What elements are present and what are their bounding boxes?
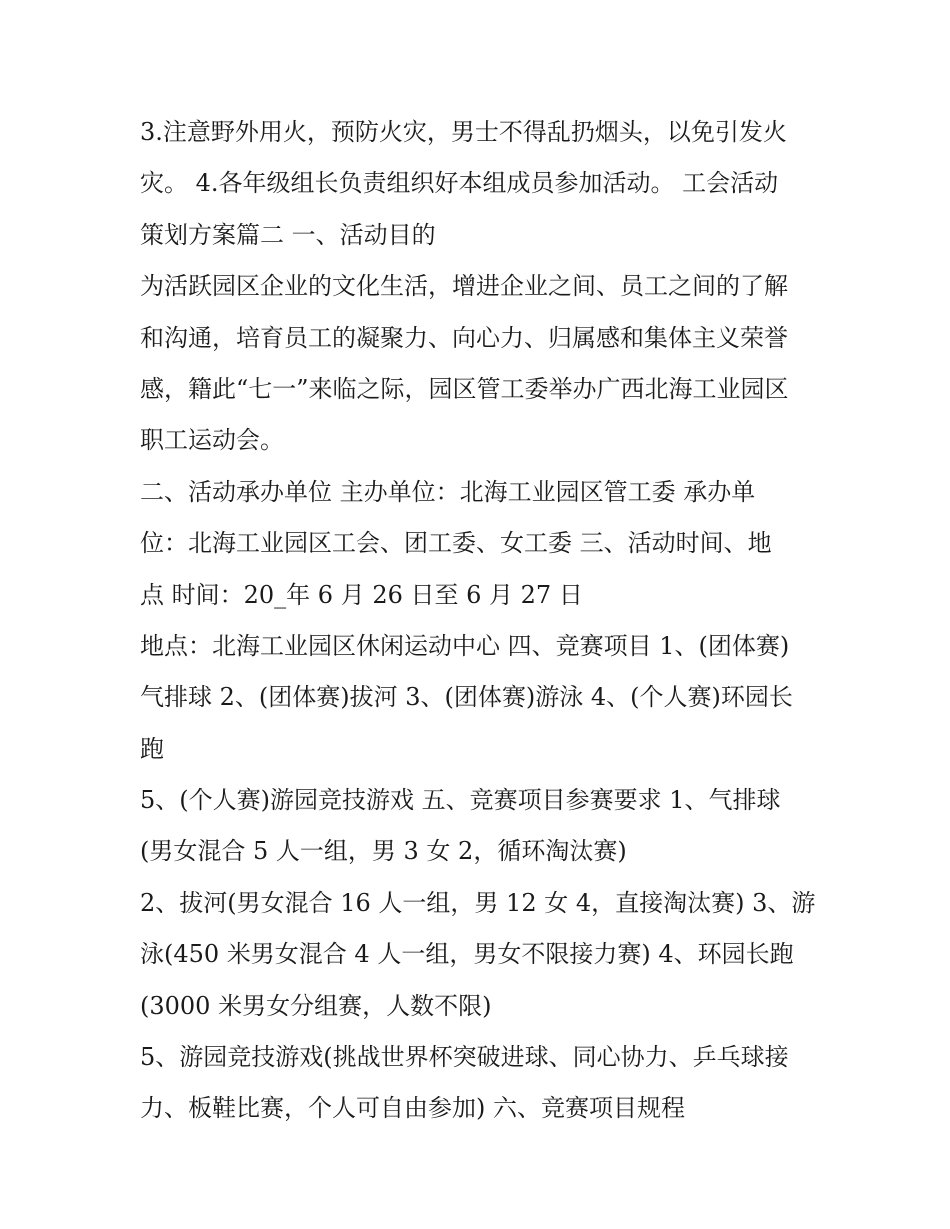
text-line: 地点：北海工业园区休闲运动中心 四、竞赛项目 1、(团体赛) <box>140 631 790 660</box>
text-line: 气排球 2、(团体赛)拔河 3、(团体赛)游泳 4、(个人赛)环园长 <box>140 683 793 712</box>
document-body <box>140 107 830 1135</box>
text-line: 二、活动承办单位 主办单位：北海工业园区管工委 承办单 <box>140 477 756 506</box>
text-line: 为活跃园区企业的文化生活，增进企业之间、员工之间的了解 <box>140 272 788 301</box>
text-line: 和沟通，培育员工的凝聚力、向心力、归属感和集体主义荣誉 <box>140 323 788 352</box>
text-line: 5、(个人赛)游园竞技游戏 五、竞赛项目参赛要求 1、气排球 <box>140 786 781 815</box>
text-line: 泳(450 米男女混合 4 人一组，男女不限接力赛) 4、环园长跑 <box>140 940 794 969</box>
text-line: 策划方案篇二 一、活动目的 <box>140 220 436 249</box>
text-line: 位：北海工业园区工会、团工委、女工委 三、活动时间、地 <box>140 529 772 558</box>
text-line: 职工运动会。 <box>140 426 284 455</box>
text-line: (男女混合 5 人一组，男 3 女 2，循环淘汰赛) <box>140 837 627 866</box>
text-line: 灾。 4.各年级组长负责组织好本组成员参加活动。 工会活动 <box>140 169 779 198</box>
text-line: (3000 米男女分组赛，人数不限) <box>140 991 492 1020</box>
text-line: 点 时间：20_年 6 月 26 日至 6 月 27 日 <box>140 580 583 609</box>
text-line: 3.注意野外用火，预防火灾，男士不得乱扔烟头，以免引发火 <box>140 118 787 146</box>
text-line: 感，籍此“七一”来临之际，园区管工委举办广西北海工业园区 <box>140 374 789 403</box>
text-line: 力、板鞋比赛，个人可自由参加) 六、竞赛项目规程 <box>140 1094 685 1123</box>
text-line: 5、游园竞技游戏(挑战世界杯突破进球、同心协力、乒乓球接 <box>140 1043 789 1072</box>
text-line: 跑 <box>140 734 164 763</box>
text-line: 2、拔河(男女混合 16 人一组，男 12 女 4，直接淘汰赛) 3、游 <box>140 888 816 917</box>
